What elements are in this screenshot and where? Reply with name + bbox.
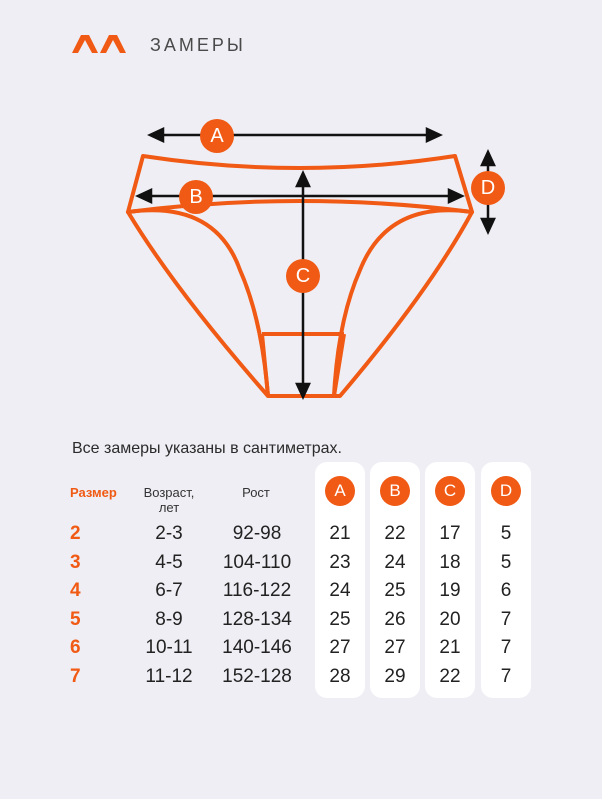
- cell-c: 20: [439, 608, 461, 630]
- page-title: ЗАМЕРЫ: [150, 35, 246, 55]
- header-d-badge: D: [491, 476, 521, 506]
- measurement-note: Все замеры указаны в сантиметрах.: [72, 440, 342, 457]
- cell-b: 27: [384, 637, 406, 659]
- cell-b: 26: [384, 608, 406, 630]
- cell-a: 28: [329, 666, 351, 687]
- cell-age: 8-9: [155, 608, 183, 630]
- cell-height: 140-146: [222, 637, 292, 659]
- marker-b: B: [179, 180, 213, 214]
- marker-c: C: [286, 259, 320, 293]
- header-c-badge: C: [435, 476, 465, 506]
- cell-c: 19: [439, 580, 461, 602]
- cell-d: 7: [500, 666, 512, 687]
- cell-d: 5: [500, 551, 512, 573]
- cell-size: 6: [70, 637, 81, 659]
- cell-c: 22: [439, 666, 461, 687]
- header-age: [138, 485, 200, 515]
- marker-d: D: [471, 171, 505, 205]
- cell-height: 104-110: [222, 551, 292, 573]
- cell-d: 5: [500, 523, 512, 544]
- cell-c: 21: [439, 637, 461, 659]
- cell-a: 24: [329, 580, 351, 602]
- cell-height: 92-98: [232, 523, 282, 544]
- cell-d: 6: [500, 580, 512, 602]
- cell-a: 25: [329, 608, 351, 630]
- cell-b: 29: [384, 666, 406, 687]
- brand-logo-icon: [72, 35, 126, 53]
- cell-a: 23: [329, 551, 351, 573]
- cell-age: 2-3: [155, 523, 183, 544]
- header-a-badge: A: [325, 476, 355, 506]
- cell-age: 6-7: [155, 580, 183, 602]
- cell-a: 21: [329, 523, 351, 544]
- arrow-a-right-head: [427, 129, 440, 141]
- cell-size: 7: [70, 666, 81, 687]
- cell-age: 11-12: [145, 666, 193, 687]
- cell-d: 7: [500, 637, 512, 659]
- arrow-a-left-head: [150, 129, 163, 141]
- garment-body-outline: [128, 210, 472, 396]
- header-age-line2: лет: [158, 500, 180, 515]
- marker-a: A: [200, 119, 234, 153]
- cell-size: 3: [70, 551, 81, 573]
- cell-b: 25: [384, 580, 406, 602]
- cell-size: 2: [70, 523, 81, 544]
- header: [72, 34, 126, 54]
- header-b-badge: B: [380, 476, 410, 506]
- cell-age: 4-5: [155, 551, 183, 573]
- cell-age: 10-11: [145, 637, 193, 659]
- cell-size: 4: [70, 580, 81, 602]
- cell-height: 128-134: [222, 608, 292, 630]
- cell-b: 24: [384, 551, 406, 573]
- cell-a: 27: [329, 637, 351, 659]
- cell-c: 18: [439, 551, 461, 573]
- header-height: Рост: [242, 485, 270, 500]
- header-size: Размер: [70, 485, 117, 500]
- cell-height: 152-128: [222, 666, 292, 687]
- cell-height: 116-122: [222, 580, 292, 602]
- cell-size: 5: [70, 608, 81, 630]
- cell-c: 17: [439, 523, 461, 544]
- cell-b: 22: [384, 523, 406, 544]
- cell-d: 7: [500, 608, 512, 630]
- header-age-line1: Возраст,: [143, 485, 195, 500]
